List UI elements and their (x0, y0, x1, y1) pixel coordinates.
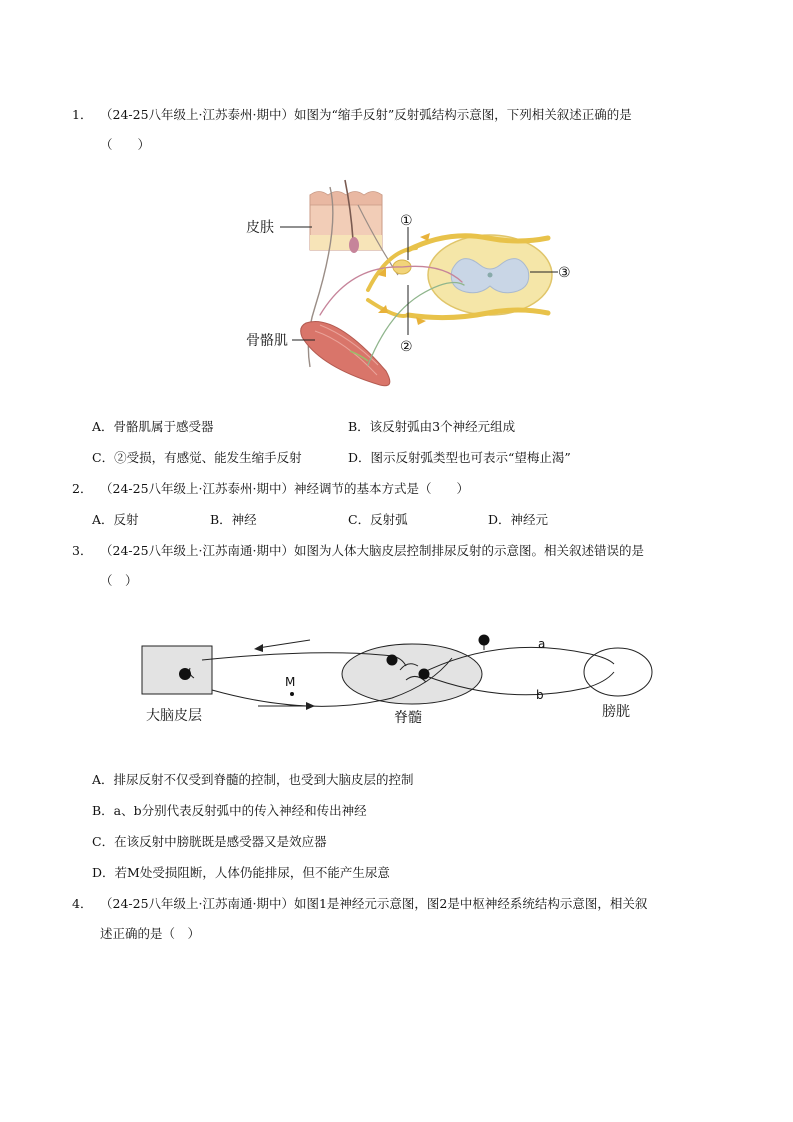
q1-option-b: B．该反射弧由3个神经元组成 (348, 419, 516, 434)
question-4-stem: （24-25八年级上·江苏南通·期中）如图1是神经元示意图，图2是中枢神经系统结构示意图，相关叙 (100, 896, 648, 911)
q1-option-d: D．图示反射弧类型也可表示“望梅止渴” (348, 450, 571, 465)
label-a: a (538, 637, 546, 651)
q3-option-c: C．在该反射中膀胱既是感受器又是效应器 (92, 834, 327, 849)
arrow-left (254, 640, 310, 652)
reflex-arc-figure (240, 175, 580, 400)
q3-option-d: D．若M处受损阻断，人体仍能排尿，但不能产生尿意 (92, 865, 390, 880)
label-2: ② (400, 339, 413, 355)
question-4-number: 4． (72, 896, 93, 911)
spinal-cord-shape (428, 235, 552, 315)
cortex-label: 大脑皮层 (146, 708, 202, 724)
question-3-blank: （ ） (100, 573, 138, 588)
question-3-number: 3． (72, 543, 93, 558)
label-3: ③ (558, 265, 571, 281)
question-1-stem: （24-25八年级上·江苏泰州·期中）如图为“缩手反射”反射弧结构示意图，下列相关叙述正确的是 (100, 107, 632, 122)
urination-reflex-figure (130, 628, 670, 733)
muscle-shape (301, 322, 390, 386)
q1-option-c: C．②受损，有感觉、能发生缩手反射 (92, 450, 302, 465)
spinal-cord-ellipse (342, 644, 482, 704)
bladder-label: 膀胱 (602, 704, 630, 720)
afferent-ganglion (479, 635, 490, 646)
q2-option-d: D．神经元 (488, 512, 549, 527)
skin-label: 皮肤 (246, 220, 274, 236)
question-3-stem: （24-25八年级上·江苏南通·期中）如图为人体大脑皮层控制排尿反射的示意图。相关叙述错误的是 (100, 543, 644, 558)
arrow-right (258, 702, 315, 710)
label-m: M (285, 675, 296, 689)
q2-option-b: B．神经 (210, 512, 257, 527)
point-m (290, 692, 294, 696)
question-1-number: 1． (72, 107, 93, 122)
question-2-stem: （24-25八年级上·江苏泰州·期中）神经调节的基本方式是（ ） (100, 481, 469, 496)
direction-arrows (378, 233, 430, 325)
q3-option-b: B．a、b分别代表反射弧中的传入神经和传出神经 (92, 803, 367, 818)
spinal-neuron-upper (387, 655, 398, 666)
question-1-blank: （ ） (100, 137, 151, 152)
spinal-neuron-lower (419, 669, 430, 680)
muscle-label: 骨骼肌 (246, 333, 288, 349)
q2-option-c: C．反射弧 (348, 512, 408, 527)
q3-option-a: A．排尿反射不仅受到脊髓的控制，也受到大脑皮层的控制 (92, 772, 414, 787)
cortex-box (142, 646, 212, 694)
q2-option-a: A．反射 (92, 512, 139, 527)
question-4-continuation: 述正确的是（ ） (100, 926, 201, 941)
question-2-number: 2． (72, 481, 93, 496)
q1-option-a: A．骨骼肌属于感受器 (92, 419, 214, 434)
label-1: ① (400, 213, 413, 229)
cortex-neuron (179, 668, 191, 680)
label-b: b (536, 688, 544, 702)
spinal-label: 脊髓 (394, 710, 422, 726)
